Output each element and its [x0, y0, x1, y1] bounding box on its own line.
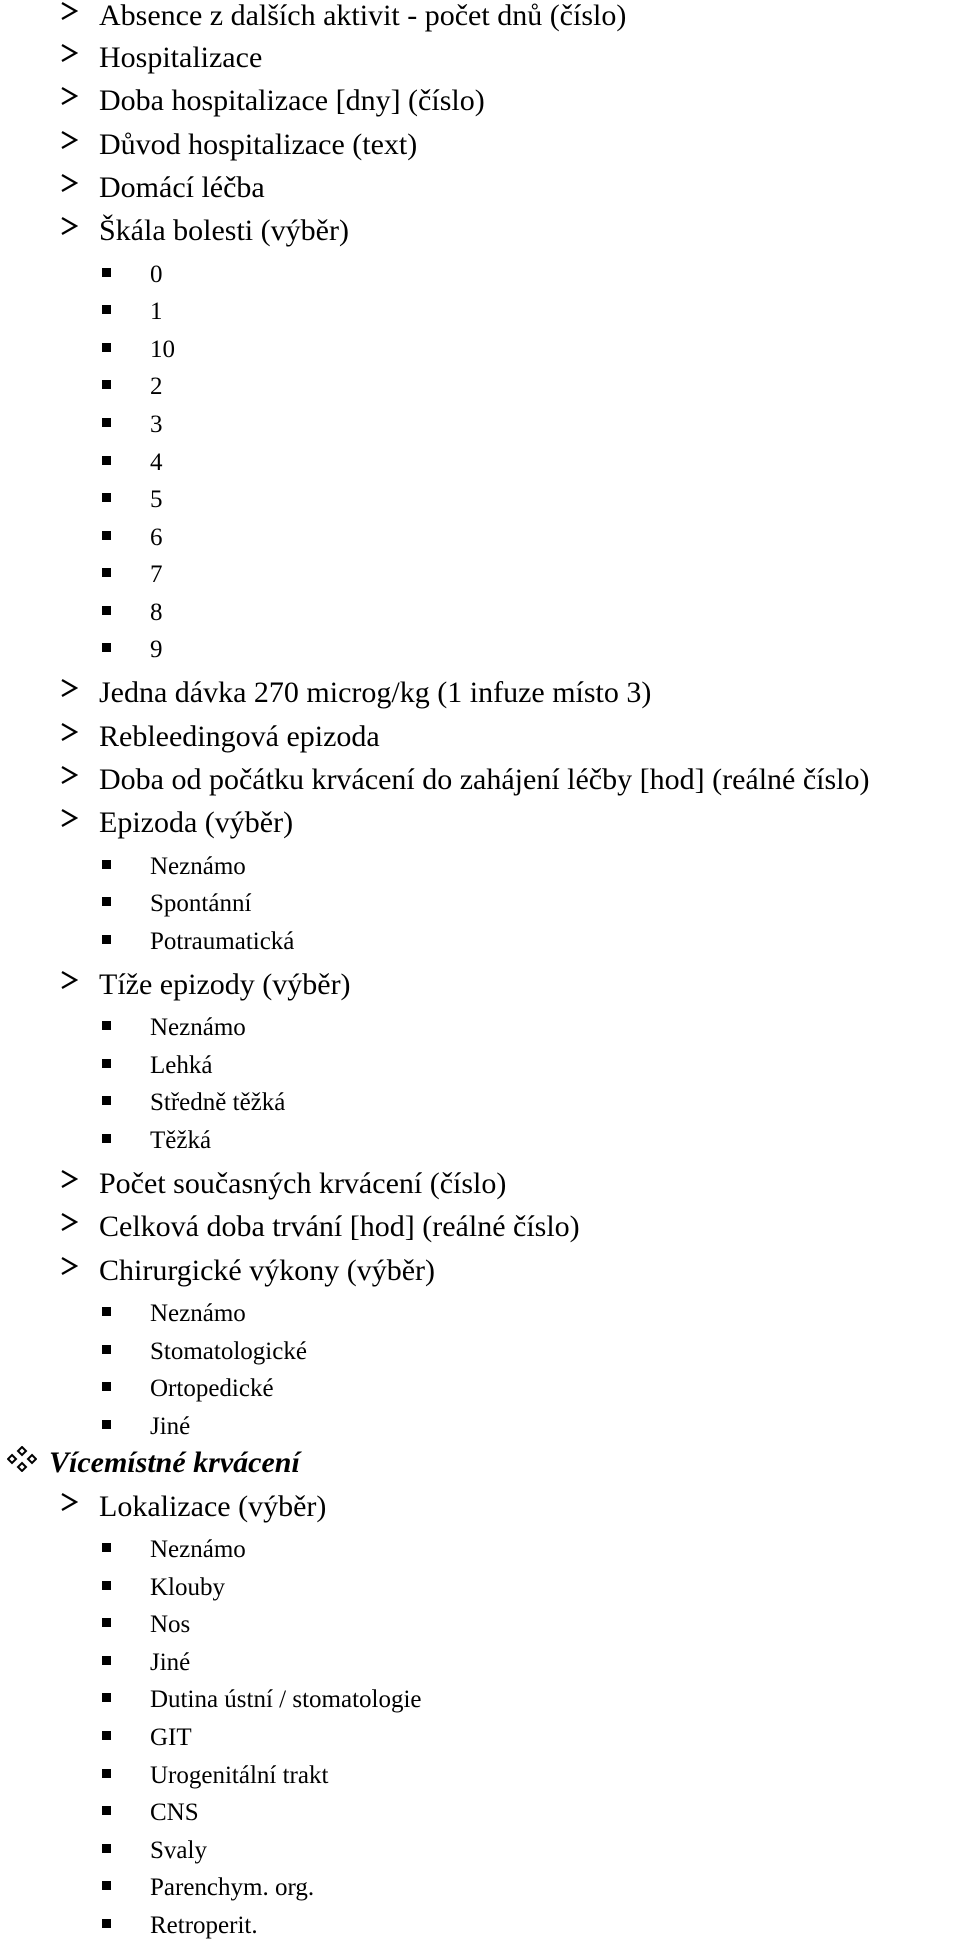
arrow-bullet-icon [60, 129, 78, 151]
arrow-bullet-icon [60, 677, 78, 699]
list-item-label: Domácí léčba [99, 171, 265, 204]
list-item-label: Lokalizace (výběr) [99, 1490, 327, 1523]
square-bullet-icon [102, 1731, 111, 1740]
arrow-bullet-icon [60, 0, 78, 22]
list-subitem-label: Stomatologické [150, 1338, 307, 1365]
square-bullet-icon [102, 531, 111, 540]
list-subitem-label: GIT [150, 1724, 192, 1751]
list-subitem-label: 4 [150, 449, 163, 476]
arrow-bullet-icon [60, 1211, 78, 1233]
list-subitem-label: 9 [150, 636, 163, 663]
list-subitem-label: Nos [150, 1611, 191, 1638]
square-bullet-icon [102, 643, 111, 652]
square-bullet-icon [102, 935, 111, 944]
list-item-label: Hospitalizace [99, 41, 263, 74]
list-subitem-label: Dutina ústní / stomatologie [150, 1686, 422, 1713]
list-subitem-label: Retroperit. [150, 1912, 258, 1939]
list-item-label: Celková doba trvání [hod] (reálné číslo) [99, 1210, 580, 1243]
square-bullet-icon [102, 897, 111, 906]
square-bullet-icon [102, 1134, 111, 1143]
arrow-bullet-icon [60, 1168, 78, 1190]
square-bullet-icon [102, 1769, 111, 1778]
list-subitem-label: 5 [150, 486, 163, 513]
list-subitem-label: Neznámo [150, 1536, 246, 1563]
square-bullet-icon [102, 1021, 111, 1030]
square-bullet-icon [102, 1881, 111, 1890]
arrow-bullet-icon [60, 1491, 78, 1513]
list-subitem-label: Svaly [150, 1837, 207, 1864]
list-subitem-label: Neznámo [150, 1300, 246, 1327]
square-bullet-icon [102, 1543, 111, 1552]
list-subitem-label: Lehká [150, 1052, 213, 1079]
arrow-bullet-icon [60, 764, 78, 786]
list-item-label: Doba hospitalizace [dny] (číslo) [99, 84, 485, 117]
square-bullet-icon [102, 1581, 111, 1590]
list-subitem-label: Klouby [150, 1574, 225, 1601]
list-item-label: Počet současných krvácení (číslo) [99, 1167, 507, 1200]
section-heading-label: Vícemístné krvácení [49, 1446, 300, 1479]
square-bullet-icon [102, 568, 111, 577]
list-item-label: Důvod hospitalizace (text) [99, 128, 418, 161]
list-subitem-label: 1 [150, 298, 163, 325]
list-item-label: Rebleedingová epizoda [99, 720, 380, 753]
arrow-bullet-icon [60, 969, 78, 991]
list-subitem-label: Parenchym. org. [150, 1874, 315, 1901]
list-item-label: Tíže epizody (výběr) [99, 968, 351, 1001]
list-subitem-label: 0 [150, 261, 163, 288]
square-bullet-icon [102, 493, 111, 502]
arrow-bullet-icon [60, 807, 78, 829]
list-subitem-label: Jiné [150, 1649, 191, 1676]
square-bullet-icon [102, 1656, 111, 1665]
square-bullet-icon [102, 1806, 111, 1815]
list-item-label: Absence z dalších aktivit - počet dnů (číslo) [99, 0, 627, 32]
list-item-label: Epizoda (výběr) [99, 806, 294, 839]
square-bullet-icon [102, 305, 111, 314]
list-subitem-label: 3 [150, 411, 163, 438]
square-bullet-icon [102, 1919, 111, 1928]
arrow-bullet-icon [60, 42, 78, 64]
square-bullet-icon [102, 606, 111, 615]
square-bullet-icon [102, 1307, 111, 1316]
arrow-bullet-icon [60, 1255, 78, 1277]
square-bullet-icon [102, 1345, 111, 1354]
list-subitem-label: Jiné [150, 1413, 191, 1440]
list-subitem-label: CNS [150, 1799, 199, 1826]
list-subitem-label: Neznámo [150, 1014, 246, 1041]
square-bullet-icon [102, 343, 111, 352]
square-bullet-icon [102, 1382, 111, 1391]
list-subitem-label: 2 [150, 373, 163, 400]
square-bullet-icon [102, 1059, 111, 1068]
list-item-label: Doba od počátku krvácení do zahájení léčby [hod] (reálné číslo) [99, 763, 870, 796]
list-subitem-label: Těžká [150, 1127, 212, 1154]
square-bullet-icon [102, 418, 111, 427]
list-subitem-label: 7 [150, 561, 163, 588]
diamond-bullet-icon [7, 1446, 37, 1472]
list-subitem-label: 6 [150, 524, 163, 551]
list-item-label: Jedna dávka 270 microg/kg (1 infuze místo 3) [99, 676, 652, 709]
square-bullet-icon [102, 456, 111, 465]
square-bullet-icon [102, 268, 111, 277]
list-item-label: Chirurgické výkony (výběr) [99, 1254, 436, 1287]
square-bullet-icon [102, 1693, 111, 1702]
list-subitem-label: Středně těžká [150, 1089, 286, 1116]
square-bullet-icon [102, 1844, 111, 1853]
square-bullet-icon [102, 860, 111, 869]
list-subitem-label: Spontánní [150, 890, 252, 917]
list-subitem-label: 10 [150, 336, 175, 363]
list-subitem-label: Potraumatická [150, 928, 295, 955]
list-subitem-label: Neznámo [150, 853, 246, 880]
arrow-bullet-icon [60, 215, 78, 237]
list-subitem-label: Ortopedické [150, 1375, 274, 1402]
list-subitem-label: Urogenitální trakt [150, 1762, 329, 1789]
arrow-bullet-icon [60, 172, 78, 194]
arrow-bullet-icon [60, 721, 78, 743]
square-bullet-icon [102, 1096, 111, 1105]
square-bullet-icon [102, 1420, 111, 1429]
list-item-label: Škála bolesti (výběr) [99, 214, 349, 247]
list-subitem-label: 8 [150, 599, 163, 626]
square-bullet-icon [102, 380, 111, 389]
arrow-bullet-icon [60, 85, 78, 107]
square-bullet-icon [102, 1618, 111, 1627]
